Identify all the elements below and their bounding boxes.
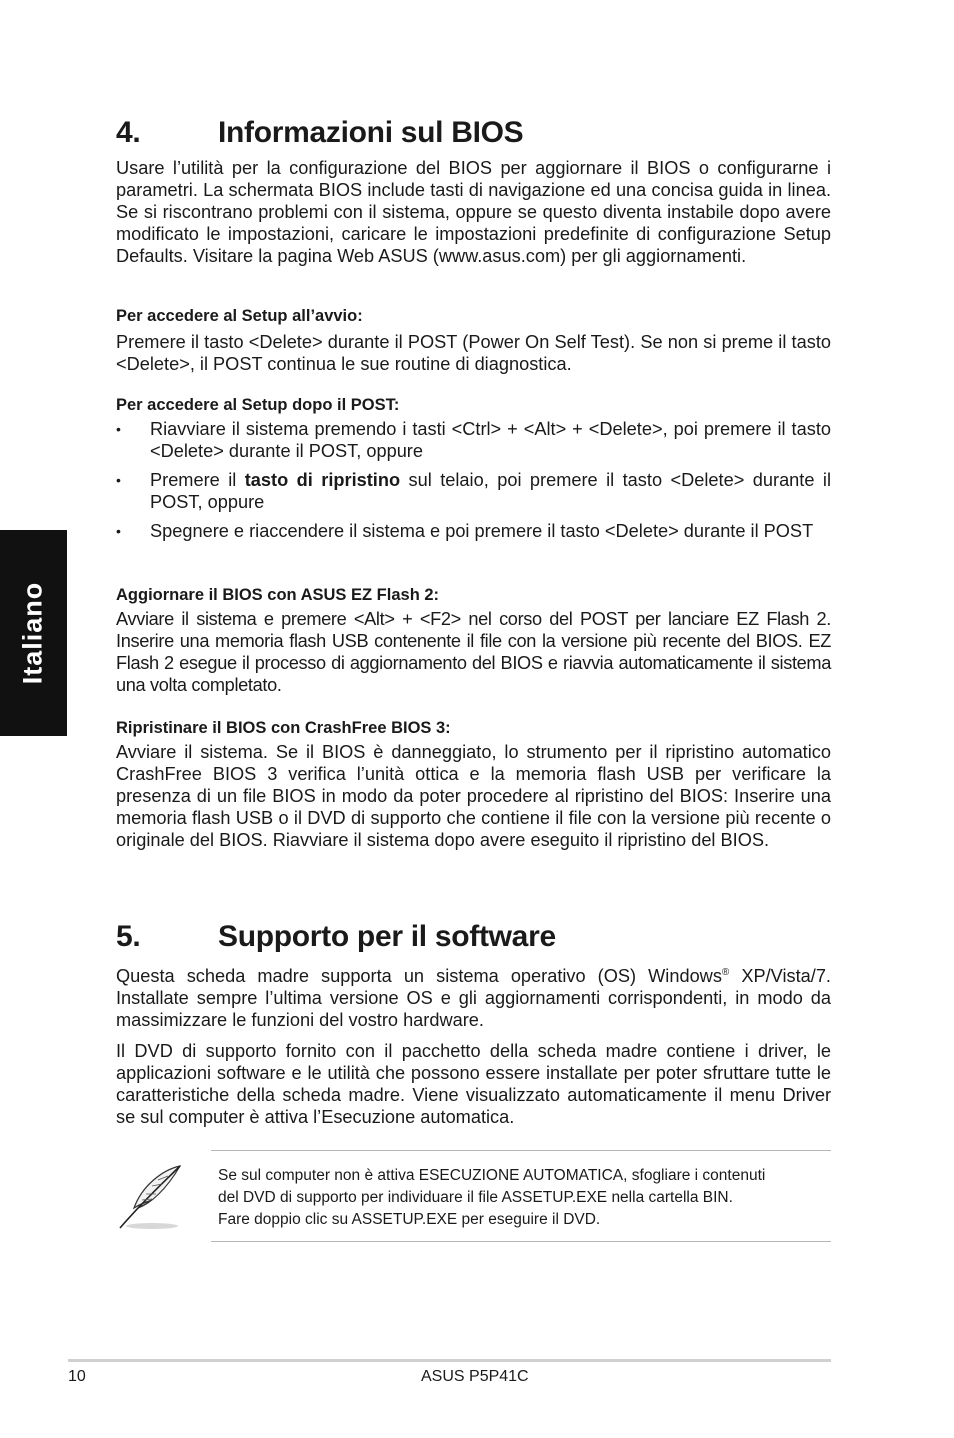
bullet-icon: • [116,421,121,437]
setup-boot-text: Premere il tasto <Delete> durante il POST (Power On Self Test). Se non si preme il tasto <Delete>, il POST continua le sue routine di diagnostica. [116,332,831,374]
section-5-heading [116,920,831,956]
section-title: Informazioni sul BIOS [218,116,524,149]
setup-post-heading: Per accedere al Setup dopo il POST: [116,396,400,414]
crashfree-block [116,717,831,851]
registered-mark: ® [721,967,730,978]
software-paragraph-2 [116,1040,831,1128]
crashfree-text: Avviare il sistema. Se il BIOS è danneggiato, lo strumento per il ripristino automatico CrashFree BIOS 3 verifica l’unità ottica e la memoria flash USB per verificare la presenza di un file BIOS in modo da poter procedere al ripristino del BIOS: Inserire una memoria flash USB o il DVD di supporto che contiene il file con la versione più recente o originale del BIOS. Riavviare il sistema dopo avere eseguito il ripristino del BIOS. [116,742,831,850]
support-dvd-text: Il DVD di supporto fornito con il pacchetto della scheda madre contiene i driver, le applicazioni software e le utilità che possono essere installate per poter sfruttare tutte le caratteristiche della scheda madre. Viene visualizzato automaticamente il menu Driver se sul computer è attiva l’Esecuzione automatica. [116,1041,831,1127]
ez-flash-heading: Aggiornare il BIOS con ASUS EZ Flash 2: [116,586,440,604]
section-4-heading [116,116,831,152]
bios-intro-paragraph: Usare l’utilità per la configurazione del BIOS per aggiornare il BIOS o configurarne i parametri. La schermata BIOS include tasti di navigazione ed una concisa guida in linea. Se si riscontrano problemi con il sistema, oppure se questo diventa instabile dopo avere modificato le impostazioni, caricare le impostazioni predefinite di configurazione Setup Defaults. Visitare la pagina Web ASUS (www.asus.com) per gli aggiornamenti. [116,158,831,266]
section-5 [116,920,831,956]
ez-flash-text: Avviare il sistema e premere <Alt> + <F2> nel corso del POST per lanciare EZ Flash 2. Inserire una memoria flash USB contenente il file con la versione più recente del BIOS. EZ Flash 2 esegue il processo di aggiornamento del BIOS e riavvia automaticamente il sistema una volta completato. [116,609,831,695]
software-paragraph-1 [116,962,831,1031]
product-name: ASUS P5P41C [421,1368,529,1385]
bullet-icon: • [116,523,121,539]
setup-boot-heading: Per accedere al Setup all’avvio: [116,307,363,325]
list-item [116,469,831,513]
crashfree-heading: Ripristinare il BIOS con CrashFree BIOS 3: [116,719,451,737]
section-4 [116,116,831,152]
os-support-text-post: XP/Vista/7. Installate sempre l’ultima versione OS e gli aggiornamenti corrispondenti, in modo da massimizzare le funzioni del vostro hardware. [116,966,831,1031]
footer-divider [68,1359,831,1362]
list-item-text: Spegnere e riaccendere il sistema e poi premere il tasto <Delete> durante il POST [150,521,814,541]
note-line: del DVD di supporto per individuare il file ASSETUP.EXE nella cartella BIN. [218,1189,733,1206]
setup-boot-block [116,305,831,375]
list-item-text-pre: Premere il [150,470,245,490]
bullet-icon: • [116,472,121,488]
bios-intro [116,157,831,267]
language-side-tab [0,530,67,736]
feather-pen-icon [116,1164,182,1230]
os-support-text-pre: Questa scheda madre supporta un sistema operativo (OS) Windows [116,966,722,987]
note-body [211,1150,831,1242]
os-support-text [116,962,831,1031]
list-item [116,418,831,462]
list-item-text-post: sul telaio, poi premere il tasto <Delete> durante il POST, oppure [150,470,831,512]
note-box [116,1150,831,1242]
note-text [218,1165,830,1231]
section-number: 5. [116,920,141,953]
section-title: Supporto per il software [218,920,556,953]
setup-post-block [116,394,831,549]
setup-post-list [116,418,831,542]
note-line: Fare doppio clic su ASSETUP.EXE per eseguire il DVD. [218,1211,601,1228]
page-number: 10 [68,1368,86,1385]
section-number: 4. [116,116,141,149]
list-item-text: Riavviare il sistema premendo i tasti <Ctrl> + <Alt> + <Delete>, poi premere il tasto <Delete> durante il POST, oppure [150,419,831,461]
list-item-text-bold: tasto di ripristino [244,470,401,490]
note-line: Se sul computer non è attiva ESECUZIONE AUTOMATICA, sfogliare i contenuti [218,1167,766,1184]
language-label: Italiano [17,581,48,685]
list-item [116,520,831,542]
ez-flash-block [116,584,831,696]
